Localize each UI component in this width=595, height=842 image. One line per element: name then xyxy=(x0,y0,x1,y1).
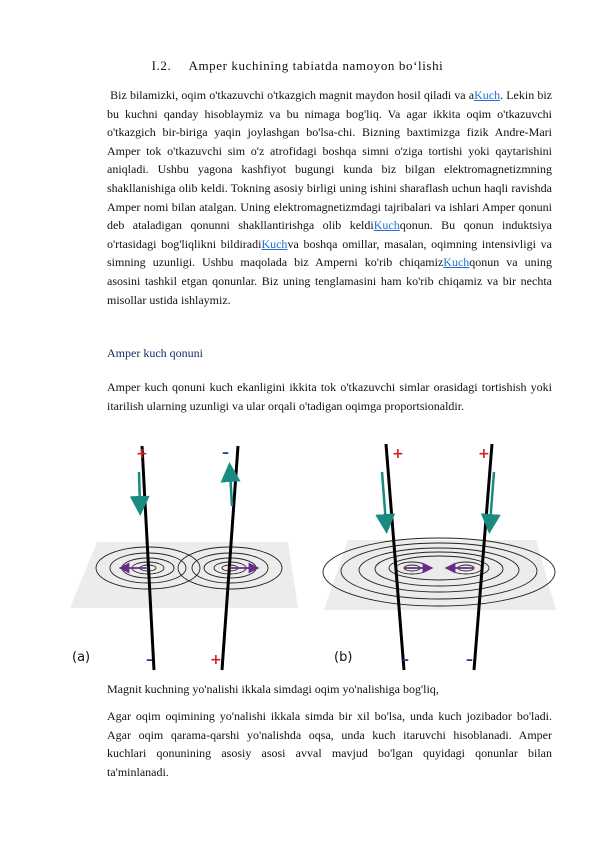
intro-text-2: . Lekin biz bu kuchni qanday hisoblaymiz va bu nimaga bog'liq. Va agar ikkita oqim o'tkazuvchi o'tkazgich bir-biriga yaqin joylashgan bo'lsa-chi. Bizning baxtimizga fizik Andre-Mari Amper tok o'tkazuvchi sim o'z atrofidagi boshqa simni o'ziga tortishi yoki qaytarishini aniqladi. Ushbu yagona kashfiyot bugungi kunda biz bilgan elektromagnetizmning shakllanishiga olib keldi. Tokning asosiy birligi uning ishini sharaflash uchun haqli ravishda Amper nomi bilan atalgan. Uning elektromagnetizmdagi tajribalari va ishlari Amper qonuni deb ataladigan qonunni shakllantirishga olib keldi xyxy=(107,88,553,233)
intro-text-3: qonun. Bu qonun induktsiya o'rtasidagi bog'liqlikni bildiradi xyxy=(107,218,552,251)
section-number: I.2. xyxy=(151,58,172,73)
figure-caption: Magnit kuchning yo'nalishi ikkala simdagi oqim yo'nalishiga bog'liq, xyxy=(107,682,439,696)
law-paragraph: Amper kuch qonuni kuch ekanligini ikkita tok o'tkazuvchi simlar orasidagi tortishish yoki itarilish ularning uzunligi va ular orqali o'tadigan oqimga proportsionaldir. xyxy=(107,380,552,413)
intro-text-4: va boshqa omillar, masalan, oqimning intensivligi va simning uzunligi. Ushbu maqolada biz Amperni ko'rib chiqamiz xyxy=(107,236,552,270)
wire-force-figure xyxy=(62,436,556,672)
section-heading xyxy=(0,58,595,74)
panel-a-label: (a) xyxy=(72,650,91,665)
kuch-link-1[interactable]: Kuch xyxy=(474,88,501,102)
kuch-link-3[interactable]: Kuch xyxy=(261,236,288,251)
conclusion-paragraph: Agar oqim oqimining yo'nalishi ikkala simda bir xil bo'lsa, unda kuch jozibador bo'ladi. Agar oqim qarama-qarshi yo'nalishda oqsa, unda kuch itaruvchi hisoblanadi. Amper kuchlari qonunining asosiy asosi avval mavjud bo'lgan quyidagi qonunlar bilan ta'minlanadi. xyxy=(107,709,552,779)
intro-paragraph xyxy=(107,86,552,309)
intro-text-1: Biz bilamizki, oqim o'tkazuvchi o'tkazgich magnit maydon hosil qiladi va a xyxy=(110,88,475,102)
kuch-link-2[interactable]: Kuch xyxy=(373,218,400,233)
kuch-link-4[interactable]: Kuch xyxy=(443,255,470,270)
panel-b-bottom-left-sign: – xyxy=(402,652,409,668)
panel-b-label: (b) xyxy=(334,650,353,665)
panel-b-top-right-sign: + xyxy=(478,446,490,462)
section-title: Amper kuchining tabiatda namoyon bo‘lishi xyxy=(188,58,444,73)
panel-a-top-left-sign: + xyxy=(136,446,148,462)
panel-a-top-right-sign: – xyxy=(222,445,229,461)
figure-svg xyxy=(62,436,556,672)
panel-a-current-arrow-right xyxy=(230,472,232,506)
panel-a xyxy=(70,446,298,670)
panel-b-top-left-sign: + xyxy=(392,446,404,462)
panel-b xyxy=(323,444,556,670)
subheading: Amper kuch qonuni xyxy=(107,346,203,360)
panel-b-plane xyxy=(324,540,556,610)
panel-b-current-arrow-left xyxy=(382,472,386,524)
intro-text-5: qonun va uning asosini tashkil etgan qonunlar. Biz uning tenglamasini ham ko'rib chiqamiz va bir nechta misollar ustida ishlaymiz. xyxy=(107,255,552,307)
panel-a-bottom-right-sign: + xyxy=(210,652,222,668)
panel-b-bottom-right-sign: – xyxy=(466,652,473,668)
panel-a-bottom-left-sign: – xyxy=(146,652,153,668)
panel-a-current-arrow-left xyxy=(139,472,140,506)
